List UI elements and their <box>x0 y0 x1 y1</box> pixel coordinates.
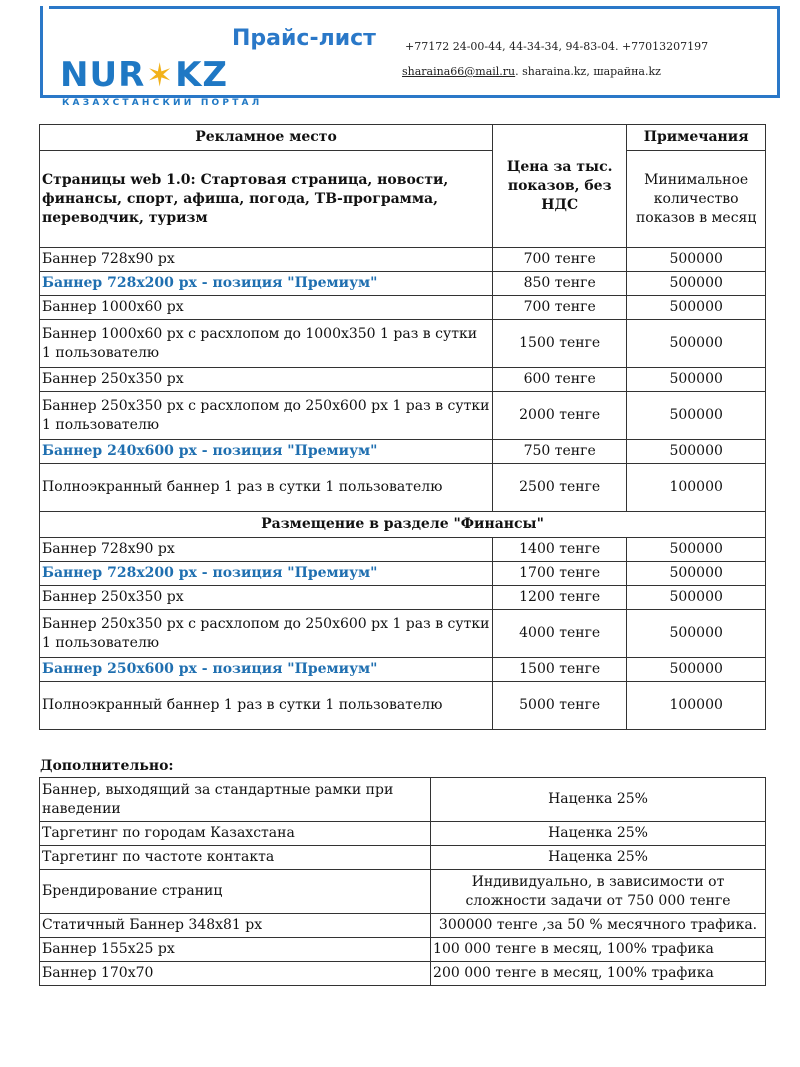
row-price: 850 тенге <box>493 272 627 296</box>
table-row <box>40 296 766 320</box>
sun-icon: ✶ <box>146 56 175 94</box>
row-min-impressions: 500000 <box>627 440 766 464</box>
table-row <box>40 248 766 272</box>
row-place: Полноэкранный баннер 1 раз в сутки 1 пользователю <box>40 682 493 730</box>
row-place: Баннер 728х90 px <box>40 538 493 562</box>
table-row <box>40 320 766 368</box>
row-place: Баннер 250х350 px с расхлопом до 250х600 px 1 раз в сутки 1 пользователю <box>40 392 493 440</box>
email-link[interactable]: sharaina66@mail.ru <box>402 65 516 78</box>
extra-row <box>40 914 766 938</box>
extra-heading: Дополнительно: <box>40 758 174 774</box>
section1-desc-row <box>40 151 766 248</box>
extra-value: Наценка 25% <box>431 846 766 870</box>
row-min-impressions: 500000 <box>627 248 766 272</box>
extra-value: Наценка 25% <box>431 778 766 822</box>
row-price: 1700 тенге <box>493 562 627 586</box>
row-price: 1500 тенге <box>493 658 627 682</box>
extra-value: 100 000 тенге в месяц, 100% трафика <box>431 938 766 962</box>
col-header-place: Рекламное место <box>40 125 493 151</box>
sites-text: . sharaina.kz, шарайна.kz <box>515 65 661 78</box>
row-price: 1500 тенге <box>493 320 627 368</box>
section1-rows <box>40 248 766 512</box>
nur-kz-logo: NUR✶KZ <box>60 55 229 95</box>
row-min-impressions: 100000 <box>627 464 766 512</box>
extra-value: 300000 тенге ,за 50 % месячного трафика. <box>431 914 766 938</box>
extra-name: Таргетинг по частоте контакта <box>40 846 431 870</box>
col-header-price: Цена за тыс. показов, без НДС <box>493 125 627 248</box>
phone-numbers: +77172 24-00-44, 44-34-34, 94-83-04. +77013207197 <box>405 40 709 53</box>
row-place: Полноэкранный баннер 1 раз в сутки 1 пользователю <box>40 464 493 512</box>
extra-value: Индивидуально, в зависимости от сложности задачи от 750 000 тенге <box>431 870 766 914</box>
table-row <box>40 562 766 586</box>
extra-name: Брендирование страниц <box>40 870 431 914</box>
row-min-impressions: 500000 <box>627 272 766 296</box>
extra-row <box>40 846 766 870</box>
row-price: 600 тенге <box>493 368 627 392</box>
table-row <box>40 272 766 296</box>
page-title: Прайс-лист <box>232 26 376 51</box>
extra-name: Статичный Баннер 348х81 px <box>40 914 431 938</box>
row-price: 1200 тенге <box>493 586 627 610</box>
row-price: 750 тенге <box>493 440 627 464</box>
table-row <box>40 610 766 658</box>
row-place: Баннер 250х350 px <box>40 368 493 392</box>
extra-row <box>40 962 766 986</box>
col-header-notes: Примечания <box>627 125 766 151</box>
extra-rows <box>40 778 766 986</box>
row-min-impressions: 100000 <box>627 682 766 730</box>
table-row <box>40 392 766 440</box>
row-min-impressions: 500000 <box>627 538 766 562</box>
table-row <box>40 658 766 682</box>
section1-description: Страницы web 1.0: Стартовая страница, новости, финансы, спорт, афиша, погода, ТВ-программа, переводчик, туризм <box>40 151 493 248</box>
extra-value: Наценка 25% <box>431 822 766 846</box>
table-row <box>40 538 766 562</box>
row-place: Баннер 728х200 px - позиция "Премиум" <box>40 272 493 296</box>
extra-row <box>40 938 766 962</box>
row-price: 1400 тенге <box>493 538 627 562</box>
price-table <box>39 124 766 730</box>
table-header-row <box>40 125 766 151</box>
row-place: Баннер 728х90 px <box>40 248 493 272</box>
col-subheader-min: Минимальное количество показов в месяц <box>627 151 766 248</box>
table-row <box>40 682 766 730</box>
extra-name: Баннер 170х70 <box>40 962 431 986</box>
table-row <box>40 368 766 392</box>
row-price: 700 тенге <box>493 296 627 320</box>
row-min-impressions: 500000 <box>627 586 766 610</box>
row-min-impressions: 500000 <box>627 658 766 682</box>
extra-value: 200 000 тенге в месяц, 100% трафика <box>431 962 766 986</box>
section2-title: Размещение в разделе "Финансы" <box>40 512 766 538</box>
extra-row <box>40 822 766 846</box>
row-price: 700 тенге <box>493 248 627 272</box>
row-min-impressions: 500000 <box>627 392 766 440</box>
table-row <box>40 586 766 610</box>
section2-rows <box>40 538 766 730</box>
row-min-impressions: 500000 <box>627 562 766 586</box>
row-min-impressions: 500000 <box>627 320 766 368</box>
section2-title-row <box>40 512 766 538</box>
row-price: 5000 тенге <box>493 682 627 730</box>
row-min-impressions: 500000 <box>627 610 766 658</box>
extra-table <box>39 777 766 986</box>
table-row <box>40 440 766 464</box>
logo-subtitle: КАЗАХСТАНСКИЙ ПОРТАЛ <box>62 98 263 108</box>
row-place: Баннер 728х200 px - позиция "Премиум" <box>40 562 493 586</box>
row-min-impressions: 500000 <box>627 368 766 392</box>
contact-links <box>402 65 661 78</box>
row-min-impressions: 500000 <box>627 296 766 320</box>
row-place: Баннер 250х350 px с расхлопом до 250х600 px 1 раз в сутки 1 пользователю <box>40 610 493 658</box>
extra-row <box>40 778 766 822</box>
row-price: 4000 тенге <box>493 610 627 658</box>
row-price: 2500 тенге <box>493 464 627 512</box>
row-place: Баннер 1000х60 px с расхлопом до 1000х350 1 раз в сутки 1 пользователю <box>40 320 493 368</box>
row-place: Баннер 250х600 px - позиция "Премиум" <box>40 658 493 682</box>
extra-name: Таргетинг по городам Казахстана <box>40 822 431 846</box>
row-place: Баннер 240х600 px - позиция "Премиум" <box>40 440 493 464</box>
extra-row <box>40 870 766 914</box>
row-place: Баннер 1000х60 px <box>40 296 493 320</box>
extra-name: Баннер, выходящий за стандартные рамки при наведении <box>40 778 431 822</box>
table-row <box>40 464 766 512</box>
extra-name: Баннер 155х25 px <box>40 938 431 962</box>
row-place: Баннер 250х350 px <box>40 586 493 610</box>
row-price: 2000 тенге <box>493 392 627 440</box>
